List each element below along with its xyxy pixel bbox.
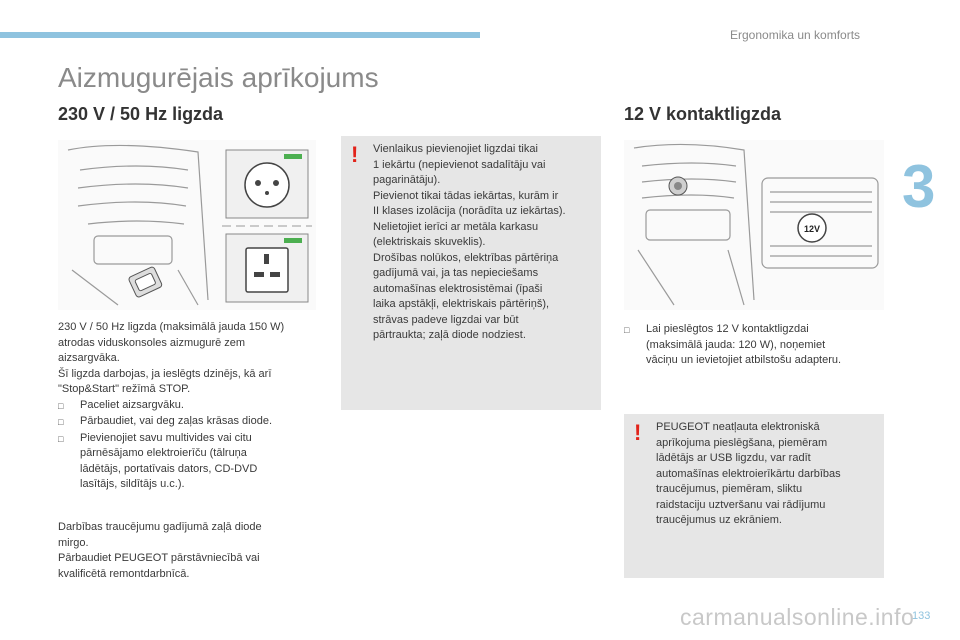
list-item: □ Paceliet aizsargvāku. (58, 398, 328, 415)
warning-line: pārtraukta; zaļā diode nodziest. (373, 329, 526, 341)
intro-line: 230 V / 50 Hz ligzda (maksimālā jauda 150 W) (58, 321, 285, 333)
intro-line: aizsargvāka. (58, 352, 120, 364)
warning-line: automašīnas elektroierīkārtu darbības (656, 467, 841, 480)
warning-line: strāvas padeve ligzdai var būt (373, 313, 519, 326)
warning-line: PEUGEOT neatļauta elektroniskā (656, 421, 820, 433)
socket-12v-heading: 12 V kontaktligzda (624, 104, 782, 124)
intro-line: atrodas viduskonsoles aizmugurē zem (58, 336, 246, 349)
page-number: 133 (912, 610, 931, 622)
socket-230v-intro (58, 320, 328, 493)
socket-230v-heading: 230 V / 50 Hz ligzda (58, 104, 224, 124)
warning-line: lādētājs ar USB ligzdu, var radīt (656, 452, 811, 464)
square-bullet-icon: □ (58, 417, 64, 427)
chapter-number: 3 (902, 153, 936, 220)
note-line: kvalificētā remontdarbnīcā. (58, 567, 190, 580)
malfunction-note (58, 520, 328, 582)
list-item: □ Pārbaudiet, vai deg zaļas krāsas diode. (58, 414, 328, 431)
intro-line: "Stop&Start" režīmā STOP. (58, 383, 191, 395)
warning-line: Nelietojiet ierīci ar metāla karkasu (373, 220, 539, 233)
warning-line: laika apstākļi, elektriskais pārtēriņš), (373, 298, 550, 310)
note-line: Pārbaudiet PEUGEOT pārstāvniecībā vai (58, 552, 260, 564)
exclamation-icon: ! (351, 142, 359, 167)
watermark: carmanualsonline.info (680, 604, 915, 630)
exclamation-icon: ! (634, 420, 642, 445)
warning-line: pagarinātāju). (373, 174, 441, 186)
section-header: Ergonomika un komforts (730, 28, 861, 42)
warning-line: II klases izolācija (norādīta uz iekārtas). (373, 205, 566, 217)
warning-line: Pievienot tikai tādas iekārtas, kurām ir (373, 189, 559, 202)
warning-line: gadījumā vai, ja tas nepieciešams (373, 267, 539, 279)
socket-12v-label: 12V (803, 224, 821, 234)
square-bullet-icon: □ (58, 433, 64, 444)
socket-12v-instructions (624, 322, 886, 369)
warning-line: traucējumus uz ekrāniem. (656, 514, 782, 526)
top-accent-bar (0, 32, 480, 38)
warning-line: traucējumus, piemēram, sliktu (656, 483, 803, 495)
note-line: Darbības traucējumu gadījumā zaļā diode (58, 521, 262, 533)
note-line: mirgo. (58, 536, 89, 549)
socket-230v-illustration (58, 140, 316, 310)
intro-line: Šī ligzda darbojas, ja ieslēgts dzinējs, kā arī (58, 367, 272, 380)
warning-box-230v (341, 136, 601, 410)
square-bullet-icon: □ (624, 325, 630, 335)
list-item: □ Lai pieslēgtos 12 V kontaktligzdai (maksimālā jauda: 120 W), noņemiet vāciņu un ievietojiet atbilstošu adapteru. (624, 322, 886, 369)
square-bullet-icon: □ (58, 400, 64, 411)
warning-line: 1 iekārtu (nepievienot sadalītāju vai (373, 158, 546, 171)
warning-line: automašīnas elektrosistēmai (īpaši (373, 282, 543, 295)
socket-12v-illustration (624, 140, 884, 310)
warning-line: raidstaciju uztveršanu vai rādījumu (656, 498, 826, 511)
warning-box-12v (624, 414, 884, 578)
list-item: □ Pievienojiet savu multivides vai citu pārnēsājamo elektroierīču (tālruņa lādētājs, portatīvais dators, CD-DVD lasītājs, sildītājs u.c.). (58, 431, 328, 493)
warning-line: aprīkojuma pieslēgšana, piemēram (656, 436, 828, 449)
warning-line: Drošības nolūkos, elektrības pārtēriņa (373, 251, 559, 264)
page-title: Aizmugurējais aprīkojums (58, 62, 379, 93)
warning-line: (elektriskais skuveklis). (373, 236, 486, 248)
warning-line: Vienlaikus pievienojiet ligzdai tikai (373, 143, 538, 155)
